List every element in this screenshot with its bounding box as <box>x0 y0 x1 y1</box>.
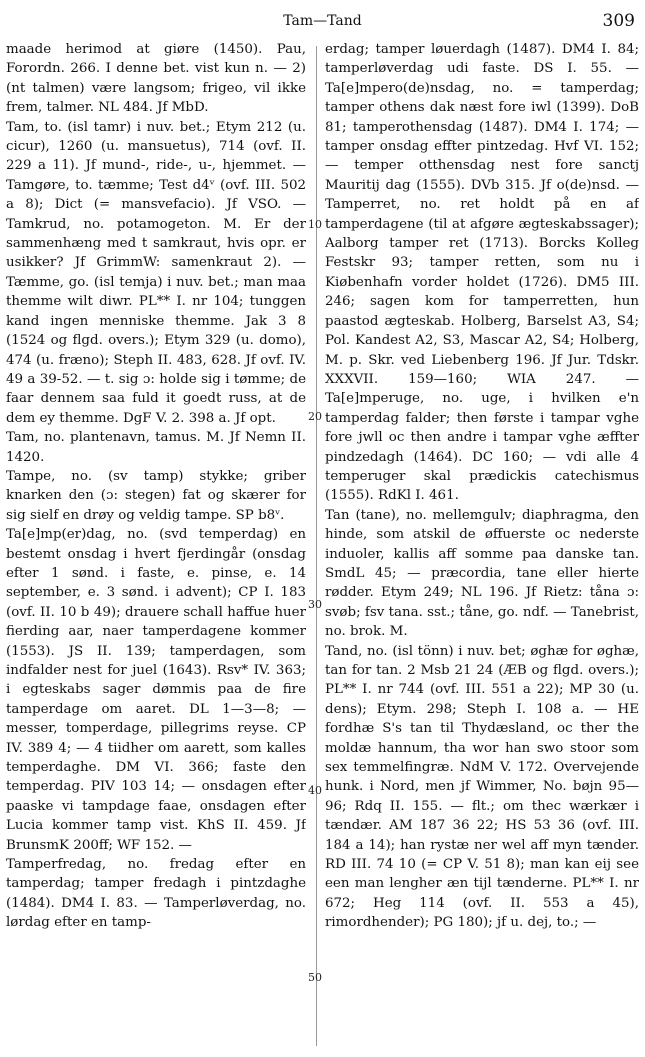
left-paragraph: Tam, to. (isl tamr) i nuv. bet.; Etym 212 (u. cicur), 1260 (u. mansuetus), 714 (ovf. II. 229 a 11). Jf mund-, ride-, u-, hjemmet. — Tamgøre, to. tæmme; Test d4ᵛ (ovf. III. 502 a 8); Dict (= mansvefacio). Jf VSO. — Tamkrud, no. potamogeton. M. Er der sammenhæng med t samkraut, hvis opr. er usikker? Jf GrimmW: samenkraut 2). — Tæmme, go. (isl temja) i nuv. bet.; man maa themme wilt diwr. PL** I. nr 104; tunggen kand ingen menniske themme. Jak 3 8 (1524 og flgd. overs.); Etym 329 (u. domo), 474 (u. fræno); Steph II. 483, 628. Jf ovf. IV. 49 a 39-52. — t. sig ɔ: holde sig i tømme; de faar dennem saa fuld it goedt russ, at de dem ey themme. DgF V. 2. 398 a. Jf opt. <box>6 119 306 426</box>
right-column <box>325 40 639 1050</box>
left-paragraph: Tam, no. plantenavn, tamus. M. Jf Nemn II. 1420. <box>6 430 306 465</box>
right-paragraph: Tand, no. (isl tönn) i nuv. bet; øghæ for øghæ, tan for tan. 2 Msb 21 24 (ÆB og flgd. overs.); PL** I. nr 744 (ovf. III. 551 a 22); MP 30 (u. dens); Etym. 298; Steph I. 108 a. — HE fordhæ S's tan til Thydæsland, oc ther the moldæ hannum, tha wor han swo stoor som sex temmelfingræ. NdM V. 172. Overvejende hunk. i Nord, men jf Wimmer, No. bøjn 95—96; Rdq II. 155. — flt.; om thec wærkær i tændær. AM 187 36 22; HS 53 36 (ovf. III. 184 a 14); han rystæ ner wel aff myn tænder. RD III. 74 10 (= CP V. 51 8); man kan eij see een man lengher æn tijl tænderne. PL** I. nr 672; Heg 114 (ovf. II. 553 a 45), rimordhender); PG 180); jf u. dej, to.; — <box>325 643 639 931</box>
left-column <box>6 40 306 1050</box>
left-paragraph: maade herimod at giøre (1450). Pau, Forordn. 266. I denne bet. vist kun n. — 2) (nt talmen) være langsom; frigeo, vil ikke frem, talmer. NL 484. Jf MbD. <box>6 42 306 116</box>
right-paragraph: Tan (tane), no. mellemgulv; diaphragma, den hinde, som atskil de øffuerste oc nederste induoler, kallis aff somme paa danske tan. SmdL 45; — præcordia, tane eller hierte rødder. Etym 249; NL 196. Jf Rietz: tåna ɔ: svøb; fsv tana. sst.; tåne, go. ndf. — Tanebrist, no. brok. M. <box>325 507 639 640</box>
left-paragraph: Tamperfredag, no. fredag efter en tamperdag; tamper fredagh i pintzdaghe (1484). DM4 I. 83. — Tamperløverdag, no. lørdag efter en tamp- <box>6 857 306 931</box>
line-number: 40 <box>308 784 322 797</box>
column-divider <box>316 46 317 1046</box>
left-paragraph: Tampe, no. (sv tamp) stykke; griber knarken den (ɔ: stegen) fat og skærer for sig sielf en drøy og veldig tampe. SP b8ᵛ. <box>6 468 306 523</box>
page-number: 309 <box>602 11 635 31</box>
line-number: 50 <box>308 971 322 984</box>
running-title: Tam—Tand <box>283 13 362 29</box>
right-paragraph: erdag; tamper løuerdagh (1487). DM4 I. 84; tamperløverdag udi faste. DS I. 55. — Ta[e]mpero(de)nsdag, no. = tamperdag; tamper othens dak næst fore iwl (1399). DoB 81; tamperothensdag (1487). DM4 I. 174; — tamper onsdag effter pintzedag. Hvf VI. 152; — temper otthensdag nest fore sanctj Mauritij dag (1555). DVb 315. Jf o(de)nsd. — Tamperret, no. ret holdt på en af tamperdagene (til at afgøre ægteskabssager); Aalborg tamper ret (1713). Borcks Kolleg Festskr 93; tamper retten, som nu i Kiøbenhafn vorder holdet (1726). DM5 III. 246; sagen kom for tamperretten, hun paastod ægteskab. Holberg, Barselst A3, S4; Pol. Kandest A2, S3, Mascar A2, S4; Holberg, M. p. Skr. ved Liebenberg 196. Jf Jur. Tdskr. XXXVII. 159—160; WIA 247. — Ta[e]mperuge, no. uge, i hvilken e'n tamperdag falder; then første i tampar vghe fore jwll oc then andre i tampar vghe æffter pindzedagh (1464). DC 160; — vdi alle 4 temperuger skal prædickis catechismus (1555). RdKl I. 461. <box>325 42 639 504</box>
line-number: 20 <box>308 410 322 423</box>
line-number: 10 <box>308 218 322 231</box>
left-paragraph: Ta[e]mp(er)dag, no. (svd temperdag) en bestemt onsdag i hvert fjerdingår (onsdag efter 1 sønd. i faste, e. pinse, e. 14 september, e. 3 sønd. i advent); CP I. 183 (ovf. II. 10 b 49); drauere schall haffue huer fierding aar, naer tamperdagene kommer (1553). JS II. 139; tamperdagen, som indfalder nest for juel (1643). Rsv* IV. 363; i egteskabs sager dømmis paa de fire tamperdage om aaret. DL 1—3—8; — messer, tomperdage, pillegrims reyse. CP IV. 389 4; — 4 tiidher om aarett, som kalles temperdaghe. DM VI. 366; faste den temperdag. PIV 103 14; — onsdagen efter paaske vi tampdage faae, onsdagen efter Lucia kommer tamp vist. KhS II. 459. Jf BrunsmK 200ff; WF 152. — <box>6 527 306 853</box>
page-header <box>0 10 645 36</box>
line-number: 30 <box>308 598 322 611</box>
